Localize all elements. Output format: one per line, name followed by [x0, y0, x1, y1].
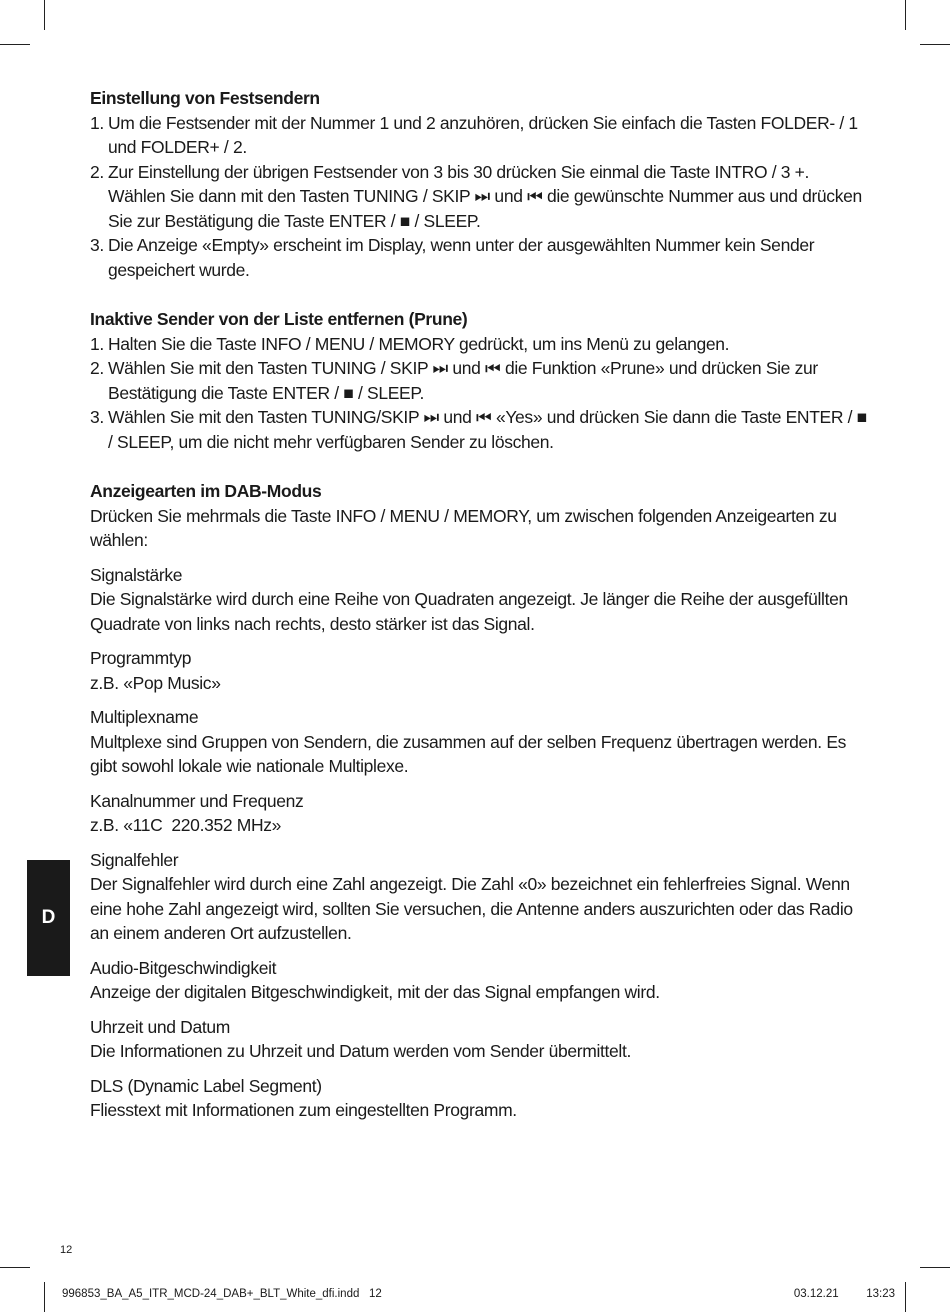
display-mode-item [90, 789, 870, 838]
display-mode-item [90, 705, 870, 779]
page-number: 12 [60, 1244, 73, 1256]
list-item: 3. Wählen Sie mit den Tasten TUNING/SKIP ⏭ und ⏮ «Yes» und drücken Sie dann die Taste ENTER / ■ / SLEEP, um die nicht mehr verfügbaren Sender zu löschen. [90, 407, 867, 452]
display-mode-item [90, 956, 870, 1005]
section-heading: Inaktive Sender von der Liste entfernen (Prune) [90, 309, 468, 329]
list-item: 1. Um die Festsender mit der Nummer 1 und 2 anzuhören, drücken Sie einfach die Tasten FOLDER- / 1 und FOLDER+ / 2. [90, 112, 858, 157]
display-mode-title: Multiplexname [90, 707, 199, 727]
display-mode-item [90, 848, 870, 946]
display-mode-text: z.B. «Pop Music» [90, 672, 221, 693]
list-item: 2. Zur Einstellung der übrigen Festsender von 3 bis 30 drücken Sie einmal die Taste INTRO / 3 +. Wählen Sie dann mit den Tasten TUNING / SKIP ⏭ und ⏮ die gewünschte Nummer aus und drücken Sie zur Bestätigung die Taste ENTER / ■ / SLEEP. [90, 161, 862, 231]
display-mode-text: Anzeige der digitalen Bitgeschwindigkeit, mit der das Signal empfangen wird. [90, 982, 660, 1002]
crop-mark [0, 44, 30, 45]
crop-mark [44, 0, 45, 30]
display-mode-title: Uhrzeit und Datum [90, 1016, 230, 1037]
display-mode-item [90, 1074, 870, 1123]
display-mode-text: Die Informationen zu Uhrzeit und Datum werden vom Sender übermittelt. [90, 1041, 631, 1061]
steps-list [90, 332, 870, 455]
display-mode-title: Kanalnummer und Frequenz [90, 790, 304, 811]
display-mode-text: Multplexe sind Gruppen von Sendern, die zusammen auf der selben Frequenz übertragen werden. Es gibt sowohl lokale wie nationale Multiplexe. [90, 731, 847, 776]
section-intro: Drücken Sie mehrmals die Taste INFO / MENU / MEMORY, um zwischen folgenden Anzeigearten zu wählen: [90, 505, 837, 550]
display-mode-title: Signalfehler [90, 849, 179, 870]
display-mode-text: Der Signalfehler wird durch eine Zahl angezeigt. Die Zahl «0» bezeichnet ein fehlerfreies Signal. Wenn eine hohe Zahl angezeigt wird, sollten Sie versuchen, die Antenne anders auszurichten oder das Radio an einem anderen Ort aufzustellen. [90, 874, 853, 943]
page-content [90, 86, 870, 1123]
display-mode-title: Audio-Bitgeschwindigkeit [90, 957, 277, 978]
section-preset-stations [90, 86, 870, 282]
display-mode-title: DLS (Dynamic Label Segment) [90, 1075, 322, 1096]
list-item: 1. Halten Sie die Taste INFO / MENU / MEMORY gedrückt, um ins Menü zu gelangen. [90, 333, 730, 354]
display-mode-title: Programmtyp [90, 648, 192, 668]
display-mode-item [90, 563, 870, 637]
crop-mark [44, 1282, 45, 1312]
crop-mark [920, 1267, 950, 1268]
section-heading: Einstellung von Festsendern [90, 88, 320, 108]
display-mode-title: Signalstärke [90, 564, 183, 585]
language-tab: D [27, 860, 70, 976]
steps-list [90, 111, 870, 283]
display-mode-text: Die Signalstärke wird durch eine Reihe von Quadraten angezeigt. Je länger die Reihe der ausgefüllten Quadrate von links nach rechts, desto stärker ist das Signal. [90, 589, 848, 634]
section-display-modes [90, 479, 870, 1123]
display-mode-text: Fliesstext mit Informationen zum eingestellten Programm. [90, 1100, 517, 1120]
crop-mark [905, 1282, 906, 1312]
section-heading: Anzeigearten im DAB-Modus [90, 481, 322, 501]
display-mode-item [90, 646, 870, 695]
section-prune [90, 307, 870, 454]
display-mode-text: z.B. «11C 220.352 MHz» [90, 815, 282, 835]
footer-filename: 996853_BA_A5_ITR_MCD-24_DAB+_BLT_White_dfi.indd 12 [62, 1288, 382, 1300]
list-item: 3. Die Anzeige «Empty» erscheint im Display, wenn unter der ausgewählten Nummer kein Sender gespeichert wurde. [90, 235, 815, 280]
footer-timestamp: 03.12.21 13:23 [793, 1288, 895, 1300]
list-item: 2. Wählen Sie mit den Tasten TUNING / SKIP ⏭ und ⏮ die Funktion «Prune» und drücken Sie zur Bestätigung die Taste ENTER / ■ / SLEEP. [90, 358, 818, 403]
display-mode-item [90, 1015, 870, 1064]
crop-mark [905, 0, 906, 30]
crop-mark [920, 44, 950, 45]
crop-mark [0, 1267, 30, 1268]
